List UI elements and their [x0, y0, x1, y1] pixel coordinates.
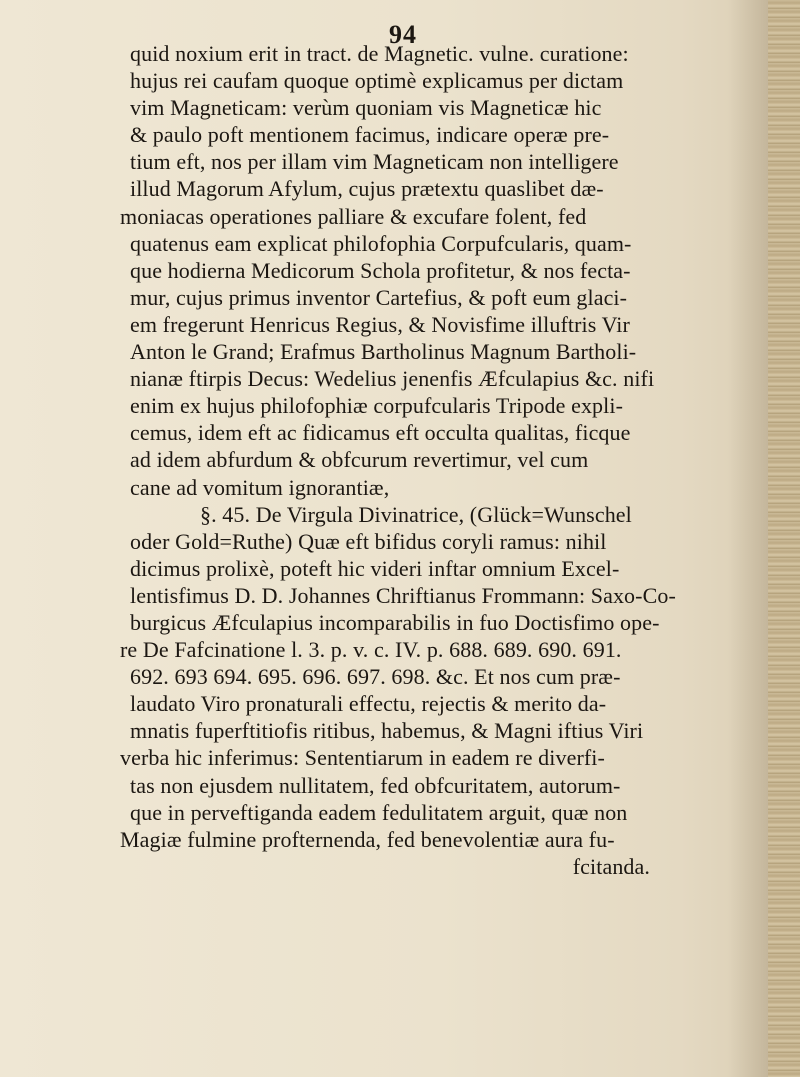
text-line: 692. 693 694. 695. 696. 697. 698. &c. Et nos cum præ-: [130, 664, 621, 690]
text-line: que in perveftiganda eadem fedulitatem arguit, quæ non: [130, 799, 628, 825]
page-edge: [768, 0, 800, 1077]
text-line: enim ex hujus philofophiæ corpufcularis Tripode expli-: [130, 393, 624, 419]
text-line: tium eft, nos per illam vim Magneticam non intelligere: [130, 149, 619, 175]
text-line: cemus, idem eft ac fidicamus eft occulta qualitas, ficque: [130, 420, 631, 446]
text-body: [120, 40, 770, 880]
text-line: burgicus Æfculapius incomparabilis in fuo Doctisfimo ope-: [130, 609, 660, 635]
text-line-catchword: fcitanda.: [572, 853, 650, 879]
text-line: lentisfimus D. D. Johannes Chriftianus Frommann: Saxo-Co-: [130, 582, 676, 608]
text-line: hujus rei caufam quoque optimè explicamus per dictam: [130, 68, 624, 94]
text-line: Magiæ fulmine profternenda, fed benevolentiæ aura fu-: [120, 826, 615, 852]
text-line: dicimus prolixè, poteft hic videri inftar omnium Excel-: [130, 555, 620, 581]
text-line: nianæ ftirpis Decus: Wedelius jenenfis Æfculapius &c. nifi: [130, 366, 655, 392]
text-line: quatenus eam explicat philofophia Corpufcularis, quam-: [130, 230, 632, 256]
page-number: 94: [389, 20, 417, 49]
text-line: re De Fafcinatione l. 3. p. v. c. IV. p. 688. 689. 690. 691.: [120, 637, 622, 663]
text-line: ad idem abfurdum & obfcurum revertimur, vel cum: [130, 447, 589, 473]
text-line: laudato Viro pronaturali effectu, rejectis & merito da-: [130, 691, 607, 717]
text-line: tas non ejusdem nullitatem, fed obfcuritatem, autorum-: [130, 772, 621, 798]
text-line: mnatis fuperftitiofis ritibus, habemus, & Magni iftius Viri: [130, 718, 644, 744]
section-heading-line: §. 45. De Virgula Divinatrice, (Glück=Wunschel: [200, 501, 632, 527]
text-line: illud Magorum Afylum, cujus prætextu quaslibet dæ-: [130, 176, 604, 202]
text-line: oder Gold=Ruthe) Quæ eft bifidus coryli ramus: nihil: [130, 528, 607, 554]
text-line: que hodierna Medicorum Schola profitetur, & nos fecta-: [130, 257, 631, 283]
text-line: mur, cujus primus inventor Cartefius, & poft eum glaci-: [130, 284, 628, 310]
text-line: em fregerunt Henricus Regius, & Novisfime illuftris Vir: [130, 311, 630, 337]
text-line: quid noxium erit in tract. de Magnetic. vulne. curatione:: [130, 41, 629, 66]
text-line: verba hic inferimus: Sententiarum in eadem re diverfi-: [120, 745, 605, 771]
text-line: Anton le Grand; Erafmus Bartholinus Magnum Bartholi-: [130, 339, 637, 365]
text-line: & paulo poft mentionem facimus, indicare operæ pre-: [130, 122, 610, 148]
text-line: cane ad vomitum ignorantiæ,: [130, 474, 390, 500]
text-line: vim Magneticam: verùm quoniam vis Magneticæ hic: [130, 95, 602, 121]
text-line: moniacas operationes palliare & excufare folent, fed: [120, 203, 587, 229]
